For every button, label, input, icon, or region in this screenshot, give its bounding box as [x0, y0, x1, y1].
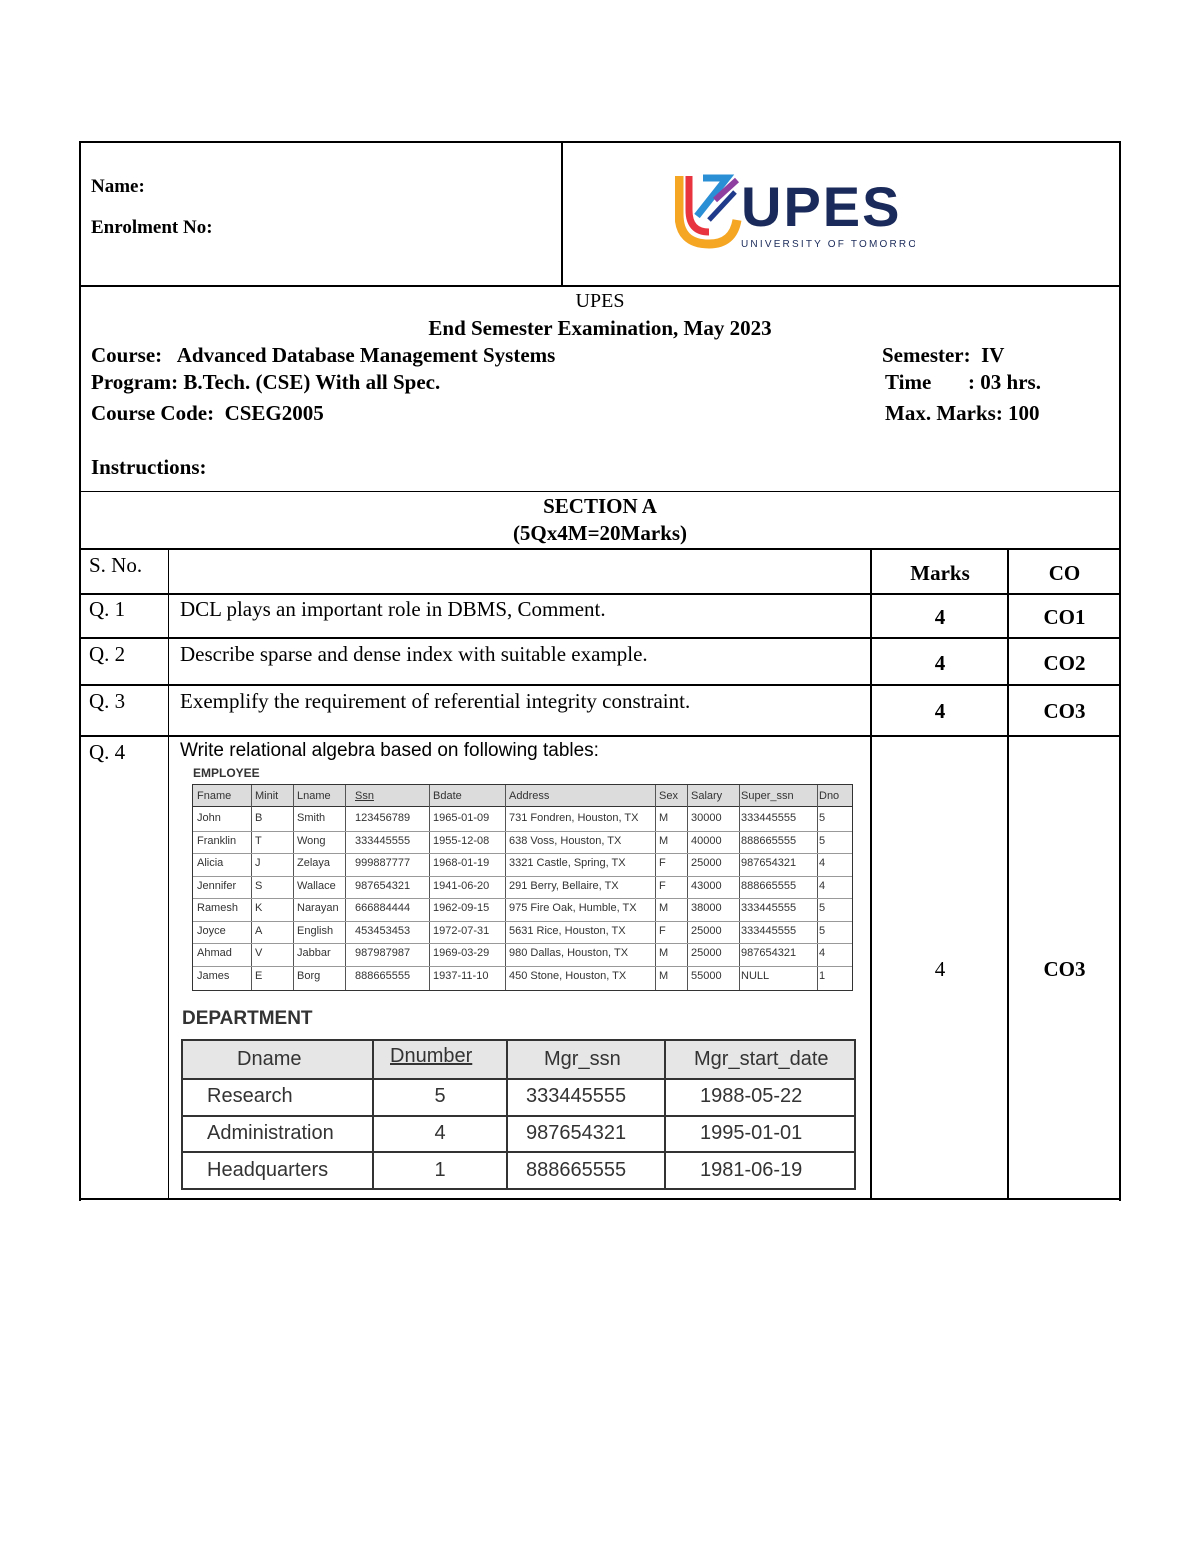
employee-row-divider	[193, 876, 852, 877]
department-cell: Administration	[207, 1122, 334, 1144]
employee-cell: 1965-01-09	[433, 812, 490, 824]
employee-cell: M	[659, 902, 669, 914]
employee-cell: 888665555	[741, 879, 797, 892]
institution-name: UPES	[575, 290, 625, 312]
semester-line: Semester: IV	[882, 343, 1005, 367]
employee-cell: 291 Berry, Bellaire, TX	[509, 879, 619, 892]
employee-cell: M	[659, 969, 669, 982]
department-column-header: Mgr_ssn	[544, 1048, 621, 1070]
question-number: Q. 2	[89, 642, 126, 666]
question-number: Q. 3	[89, 689, 126, 713]
employee-cell: 975 Fire Oak, Humble, TX	[509, 902, 637, 914]
employee-column-divider	[817, 785, 818, 990]
employee-column-header: Bdate	[433, 790, 462, 802]
department-cell: 888665555	[526, 1159, 627, 1181]
employee-column-header: Ssn	[355, 790, 374, 802]
employee-cell: 731 Fondren, Houston, TX	[509, 812, 639, 824]
employee-column-divider	[251, 785, 252, 990]
employee-cell: 4	[819, 947, 826, 959]
employee-cell: 333445555	[355, 834, 411, 847]
employee-cell: 4	[819, 879, 826, 892]
department-cell: Research	[207, 1085, 293, 1107]
employee-cell: Wallace	[297, 879, 336, 892]
exam-title: End Semester Examination, May 2023	[428, 316, 772, 340]
name-label: Name:	[91, 176, 145, 197]
employee-cell: J	[255, 857, 261, 869]
employee-cell: 5	[819, 902, 826, 914]
sno-header: S. No.	[89, 553, 143, 577]
employee-column-divider	[655, 785, 656, 990]
employee-cell: 1962-09-15	[433, 902, 490, 914]
max-marks-line: Max. Marks: 100	[885, 401, 1040, 425]
employee-cell: V	[255, 947, 263, 959]
department-cell: 1988-05-22	[700, 1085, 803, 1107]
marks-header: Marks	[910, 561, 970, 585]
employee-table-title: EMPLOYEE	[193, 766, 260, 780]
employee-column-divider	[505, 785, 506, 990]
department-cell: 333445555	[526, 1085, 627, 1107]
employee-row-divider	[193, 921, 852, 922]
employee-cell: 5	[819, 924, 826, 937]
course-line: Course: Advanced Database Management Systems	[91, 343, 556, 367]
employee-cell: F	[659, 924, 666, 937]
employee-cell: NULL	[741, 969, 770, 982]
department-row-divider	[183, 1151, 854, 1153]
employee-cell: 638 Voss, Houston, TX	[509, 834, 622, 847]
employee-cell: Borg	[297, 969, 321, 982]
employee-column-divider	[687, 785, 688, 990]
employee-column-divider	[345, 785, 346, 990]
employee-row-divider	[193, 831, 852, 832]
employee-cell: M	[659, 812, 669, 824]
department-cell: Headquarters	[207, 1159, 329, 1181]
question-marks: 4	[934, 651, 946, 675]
employee-cell: 999887777	[355, 857, 411, 869]
employee-cell: 1972-07-31	[433, 924, 490, 937]
employee-cell: Jennifer	[197, 879, 237, 892]
employee-cell: 987654321	[741, 857, 797, 869]
logo-tagline: UNIVERSITY OF TOMORROW	[741, 239, 915, 250]
question-marks: 4	[934, 699, 946, 723]
question-co: CO3	[1043, 957, 1086, 981]
employee-cell: English	[297, 924, 334, 937]
employee-cell: 666884444	[355, 902, 411, 914]
employee-cell: 888665555	[741, 834, 797, 847]
question-marks: 4	[934, 605, 946, 629]
question-text: DCL plays an important role in DBMS, Comment.	[180, 597, 606, 621]
employee-cell: 25000	[691, 947, 722, 959]
department-cell: 987654321	[526, 1122, 627, 1144]
course-code-line: Course Code: CSEG2005	[91, 401, 324, 425]
employee-cell: Joyce	[197, 924, 226, 937]
department-row-divider	[183, 1115, 854, 1117]
employee-cell: John	[197, 812, 221, 824]
section-title: SECTION A	[543, 494, 657, 518]
employee-column-header: Sex	[659, 790, 678, 802]
employee-cell: Ahmad	[197, 947, 232, 959]
employee-cell: James	[197, 969, 230, 982]
question-text: Write relational algebra based on following tables:	[180, 740, 599, 761]
employee-row-divider	[193, 966, 852, 967]
employee-column-divider	[429, 785, 430, 990]
employee-cell: F	[659, 879, 666, 892]
employee-row-divider	[193, 853, 852, 854]
employee-cell: 40000	[691, 834, 722, 847]
instructions-label: Instructions:	[91, 455, 207, 479]
employee-cell: A	[255, 924, 263, 937]
department-cell: 5	[434, 1085, 446, 1107]
upes-logo	[675, 170, 915, 250]
question-co: CO3	[1043, 699, 1086, 723]
employee-cell: 987654321	[355, 879, 411, 892]
department-row-divider	[183, 1078, 854, 1080]
employee-cell: 5	[819, 812, 826, 824]
employee-cell: Jabbar	[297, 947, 331, 959]
employee-cell: 333445555	[741, 812, 797, 824]
employee-column-header: Fname	[197, 790, 232, 802]
upes-logo-mark	[675, 170, 915, 250]
department-column-header: Dnumber	[390, 1045, 473, 1067]
employee-table	[192, 784, 853, 991]
employee-cell: 25000	[691, 857, 722, 869]
enrolment-label: Enrolment No:	[91, 217, 213, 238]
employee-cell: B	[255, 812, 263, 824]
employee-cell: 987654321	[741, 947, 797, 959]
employee-cell: 333445555	[741, 924, 797, 937]
employee-cell: T	[255, 834, 262, 847]
question-number: Q. 1	[89, 597, 126, 621]
employee-cell: 43000	[691, 879, 722, 892]
employee-cell: 1	[819, 969, 826, 982]
employee-cell: 888665555	[355, 969, 411, 982]
department-column-header: Dname	[237, 1048, 302, 1070]
department-cell: 1	[434, 1159, 446, 1181]
logo-wordmark: UPES	[741, 175, 902, 238]
employee-column-header: Lname	[297, 790, 331, 802]
employee-cell: Zelaya	[297, 857, 331, 869]
employee-cell: Smith	[297, 812, 326, 824]
employee-cell: F	[659, 857, 666, 869]
employee-column-header: Salary	[691, 790, 723, 802]
employee-cell: 1937-11-10	[433, 969, 489, 982]
employee-cell: 987987987	[355, 947, 411, 959]
employee-cell: 1968-01-19	[433, 857, 490, 869]
employee-cell: Wong	[297, 834, 326, 847]
question-text: Exemplify the requirement of referential integrity constraint.	[180, 689, 691, 713]
department-cell: 1981-06-19	[700, 1159, 803, 1181]
employee-column-divider	[739, 785, 740, 990]
employee-cell: 4	[819, 857, 826, 869]
employee-cell: 38000	[691, 902, 722, 914]
employee-column-header: Minit	[255, 790, 279, 802]
section-subtitle: (5Qx4M=20Marks)	[512, 521, 688, 545]
employee-cell: 25000	[691, 924, 722, 937]
employee-cell: Alicia	[197, 857, 224, 869]
question-text: Describe sparse and dense index with suitable example.	[180, 642, 648, 666]
question-co: CO2	[1043, 651, 1086, 675]
employee-cell: 980 Dallas, Houston, TX	[509, 947, 629, 959]
employee-cell: 1941-06-20	[433, 879, 490, 892]
employee-cell: Narayan	[297, 902, 339, 914]
employee-row-divider	[193, 943, 852, 944]
employee-column-header: Super_ssn	[741, 790, 794, 802]
employee-cell: M	[659, 947, 669, 959]
employee-cell: 1969-03-29	[433, 947, 490, 959]
employee-cell: M	[659, 834, 669, 847]
employee-cell: Franklin	[197, 834, 237, 847]
co-header: CO	[1048, 561, 1081, 585]
question-marks: 4	[934, 957, 946, 981]
employee-cell: 1955-12-08	[433, 834, 490, 847]
employee-column-divider	[293, 785, 294, 990]
employee-cell: 5	[819, 834, 826, 847]
department-column-header: Mgr_start_date	[694, 1048, 829, 1070]
employee-cell: K	[255, 902, 263, 914]
employee-cell: S	[255, 879, 263, 892]
employee-cell: 450 Stone, Houston, TX	[509, 969, 627, 982]
question-number: Q. 4	[89, 740, 126, 764]
time-line: Time : 03 hrs.	[885, 370, 1041, 394]
employee-cell: 3321 Castle, Spring, TX	[509, 857, 626, 869]
employee-cell: 333445555	[741, 902, 797, 914]
program-line: Program: B.Tech. (CSE) With all Spec.	[91, 370, 441, 394]
employee-row-divider	[193, 898, 852, 899]
employee-cell: 55000	[691, 969, 722, 982]
employee-cell: 123456789	[355, 812, 411, 824]
question-co: CO1	[1043, 605, 1086, 629]
employee-cell: E	[255, 969, 263, 982]
department-cell: 1995-01-01	[700, 1122, 803, 1144]
employee-column-header: Dno	[819, 790, 840, 802]
employee-cell: Ramesh	[197, 902, 238, 914]
employee-cell: 453453453	[355, 924, 411, 937]
employee-cell: 5631 Rice, Houston, TX	[509, 924, 626, 937]
department-table-title: DEPARTMENT	[182, 1008, 313, 1029]
department-cell: 4	[434, 1122, 446, 1144]
employee-cell: 30000	[691, 812, 722, 824]
department-table	[181, 1039, 856, 1190]
employee-column-header: Address	[509, 790, 550, 802]
